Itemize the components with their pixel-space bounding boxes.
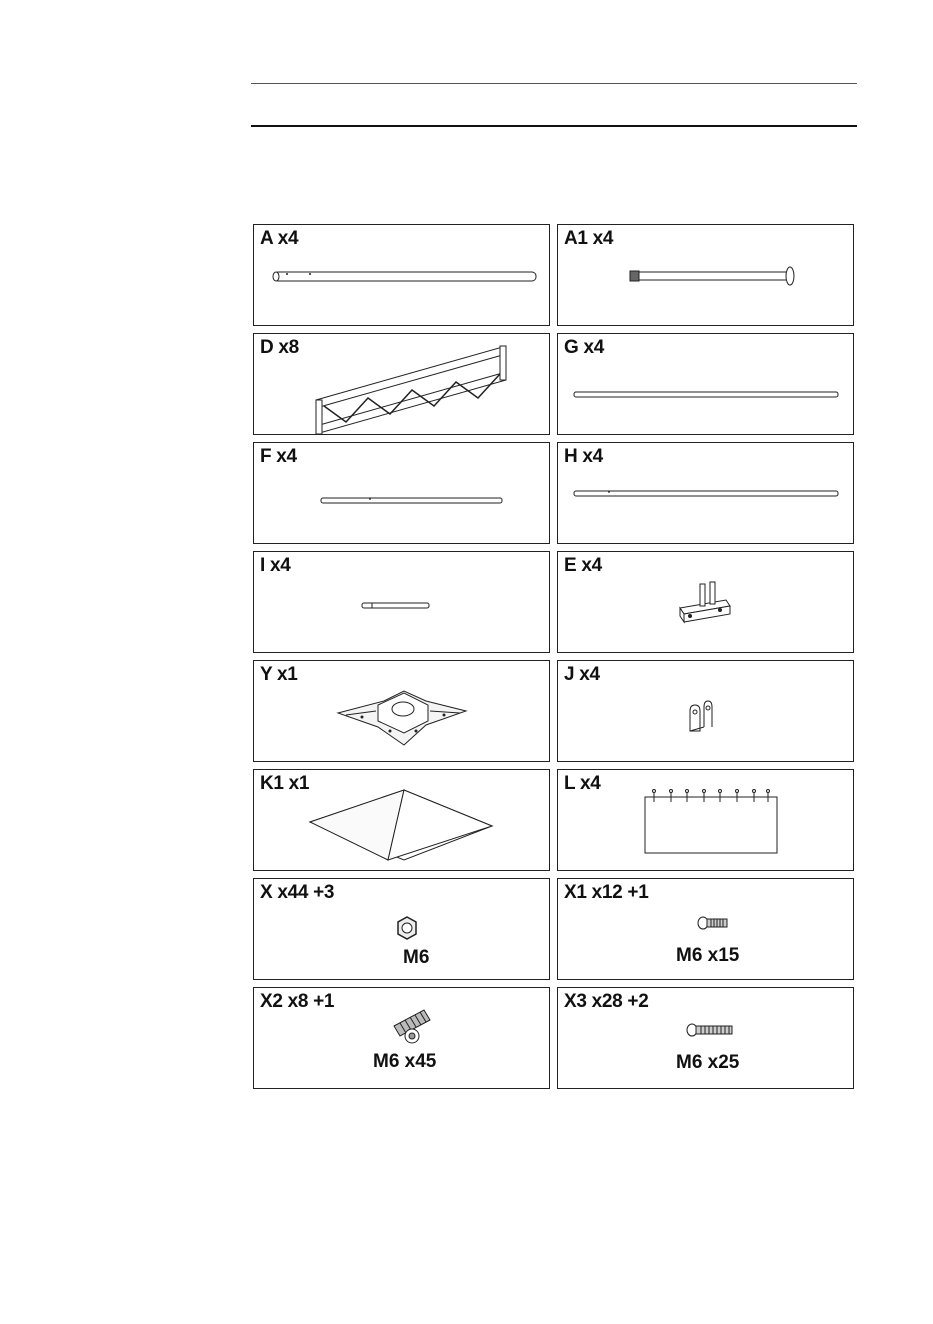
part-size: M6 x15: [676, 945, 740, 966]
part-label: X1 x12 +1: [564, 882, 649, 903]
part-label: A x4: [260, 228, 299, 249]
roof-cover-icon: [254, 770, 551, 872]
part-cell-e: [557, 551, 854, 653]
part-cell-g: [557, 333, 854, 435]
rod-i-icon: [254, 552, 551, 654]
clevis-bracket-icon: [558, 661, 855, 763]
part-cell-x3: [557, 987, 854, 1089]
part-cell-a1: [557, 224, 854, 326]
bolt-medium-icon: [558, 988, 855, 1090]
part-label: L x4: [564, 773, 601, 794]
part-label: G x4: [564, 337, 604, 358]
part-cell-x1: [557, 878, 854, 980]
part-label: H x4: [564, 446, 603, 467]
part-cell-x: [253, 878, 550, 980]
part-size: M6 x25: [676, 1052, 740, 1073]
rod-f-icon: [254, 443, 551, 545]
rod-h-icon: [558, 443, 855, 545]
part-label: J x4: [564, 664, 600, 685]
part-label: X3 x28 +2: [564, 991, 649, 1012]
part-label: X x44 +3: [260, 882, 335, 903]
header-rule-bottom: [251, 125, 857, 127]
part-cell-j: [557, 660, 854, 762]
part-cell-f: [253, 442, 550, 544]
part-label: Y x1: [260, 664, 298, 685]
part-cell-a: [253, 224, 550, 326]
curtain-panel-icon: [558, 770, 855, 872]
part-label: F x4: [260, 446, 297, 467]
part-size: M6 x45: [373, 1051, 437, 1072]
part-cell-k1: [253, 769, 550, 871]
bracket-e-icon: [558, 552, 855, 654]
part-cell-d: [253, 333, 550, 435]
part-cell-y: [253, 660, 550, 762]
part-cell-i: [253, 551, 550, 653]
rod-g-icon: [558, 334, 855, 436]
part-label: E x4: [564, 555, 602, 576]
tube-a1-icon: [558, 225, 855, 327]
part-label: K1 x1: [260, 773, 310, 794]
part-cell-l: [557, 769, 854, 871]
truss-beam-icon: [254, 334, 551, 436]
part-size: M6: [403, 947, 430, 968]
tube-a-icon: [254, 225, 551, 327]
part-label: D x8: [260, 337, 299, 358]
part-label: X2 x8 +1: [260, 991, 335, 1012]
part-label: A1 x4: [564, 228, 614, 249]
part-cell-h: [557, 442, 854, 544]
header-rule-top: [251, 83, 857, 84]
bolt-long-icon: [254, 988, 551, 1090]
top-connector-icon: [254, 661, 551, 763]
part-cell-x2: [253, 987, 550, 1089]
part-label: I x4: [260, 555, 291, 576]
